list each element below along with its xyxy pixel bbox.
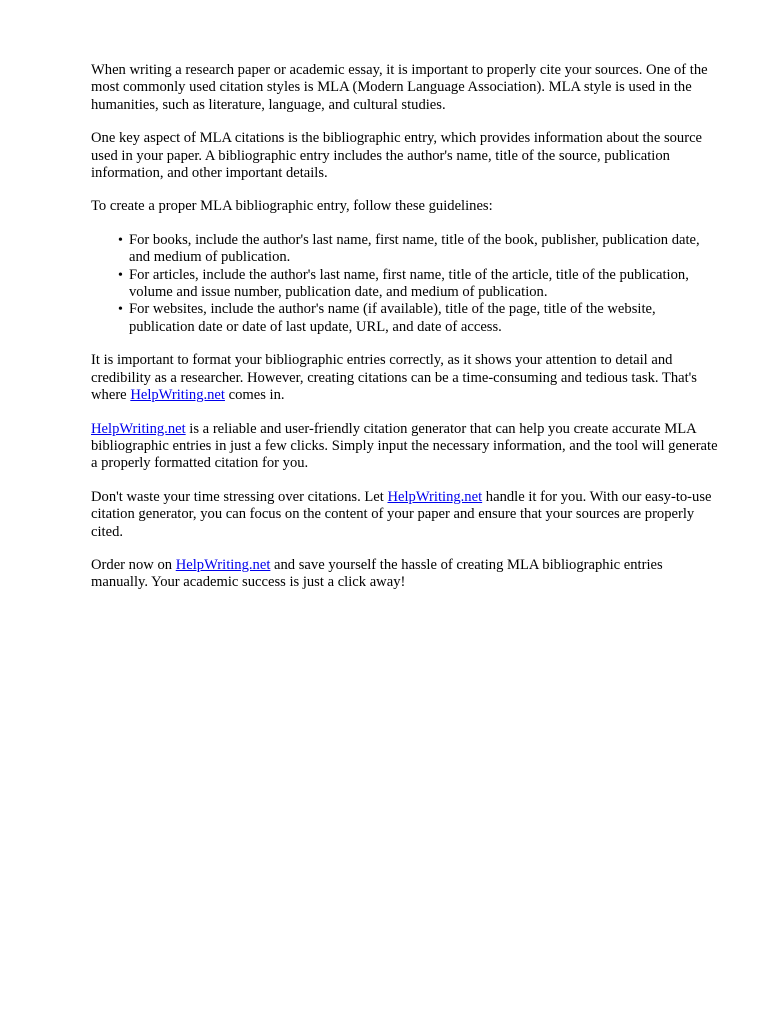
order-text-end: and save yourself the hassle of creating MLA bibliographic entries manually. Your academic success is just a click away!	[91, 556, 663, 591]
guideline-books-text: For books, include the author's last name, first name, title of the book, publisher, publication date, and medium of publication.	[129, 231, 700, 266]
bullet-icon: •	[118, 267, 123, 283]
helpwriting-link[interactable]: HelpWriting.net	[175, 556, 271, 573]
intro-text: When writing a research paper or academic essay, it is important to properly cite your sources. One of the most commonly used citation styles is MLA (Modern Language Association). MLA style is used in the humanities, such as literature, language, and cultural studies.	[91, 62, 708, 113]
guideline-books	[91, 232, 721, 267]
helpwriting-link[interactable]: HelpWriting.net	[130, 387, 225, 404]
bullet-icon: •	[118, 232, 123, 248]
stress-text-end: handle it for you. With our easy-to-use citation generator, you can focus on the content of your paper and ensure that your sources are properly cited.	[91, 488, 712, 540]
bullet-icon: •	[118, 302, 123, 318]
stress-paragraph	[91, 489, 721, 541]
formatting-paragraph	[91, 352, 721, 404]
guideline-articles-text: For articles, include the author's last name, first name, title of the article, title of the publication, volume and issue number, publication date, and medium of publication.	[129, 266, 689, 301]
order-text-start: Order now on	[91, 556, 176, 573]
helpwriting-link[interactable]: HelpWriting.net	[387, 488, 483, 505]
guidelines-intro-text: To create a proper MLA bibliographic entry, follow these guidelines:	[91, 198, 493, 215]
intro-paragraph	[91, 62, 721, 114]
helpwriting-link[interactable]: HelpWriting.net	[91, 420, 186, 437]
guidelines-list	[91, 232, 721, 336]
order-paragraph	[91, 557, 721, 592]
generator-text: is a reliable and user-friendly citation generator that can help you create accurate MLA bibliographic entries in just a few clicks. Simply input the necessary information, and the tool will generate a properly formatted citation for you.	[91, 420, 718, 472]
guideline-websites	[91, 301, 721, 336]
guideline-articles	[91, 267, 721, 302]
bibliographic-entry-paragraph	[91, 130, 721, 182]
guidelines-intro-paragraph	[91, 198, 721, 215]
bibliographic-entry-text: One key aspect of MLA citations is the bibliographic entry, which provides information about the source used in your paper. A bibliographic entry includes the author's name, title of the source, publication information, and other important details.	[91, 130, 703, 182]
formatting-text-start: It is important to format your bibliographic entries correctly, as it shows your attention to detail and credibility as a researcher. However, creating citations can be a time-consuming and tedious task. That's where	[91, 352, 697, 404]
formatting-text-end: comes in.	[224, 387, 285, 404]
stress-text-start: Don't waste your time stressing over citations. Let	[91, 488, 388, 505]
generator-paragraph	[91, 421, 721, 473]
guideline-websites-text: For websites, include the author's name (if available), title of the page, title of the website, publication date or date of last update, URL, and date of access.	[129, 301, 656, 335]
document-page	[91, 62, 721, 608]
